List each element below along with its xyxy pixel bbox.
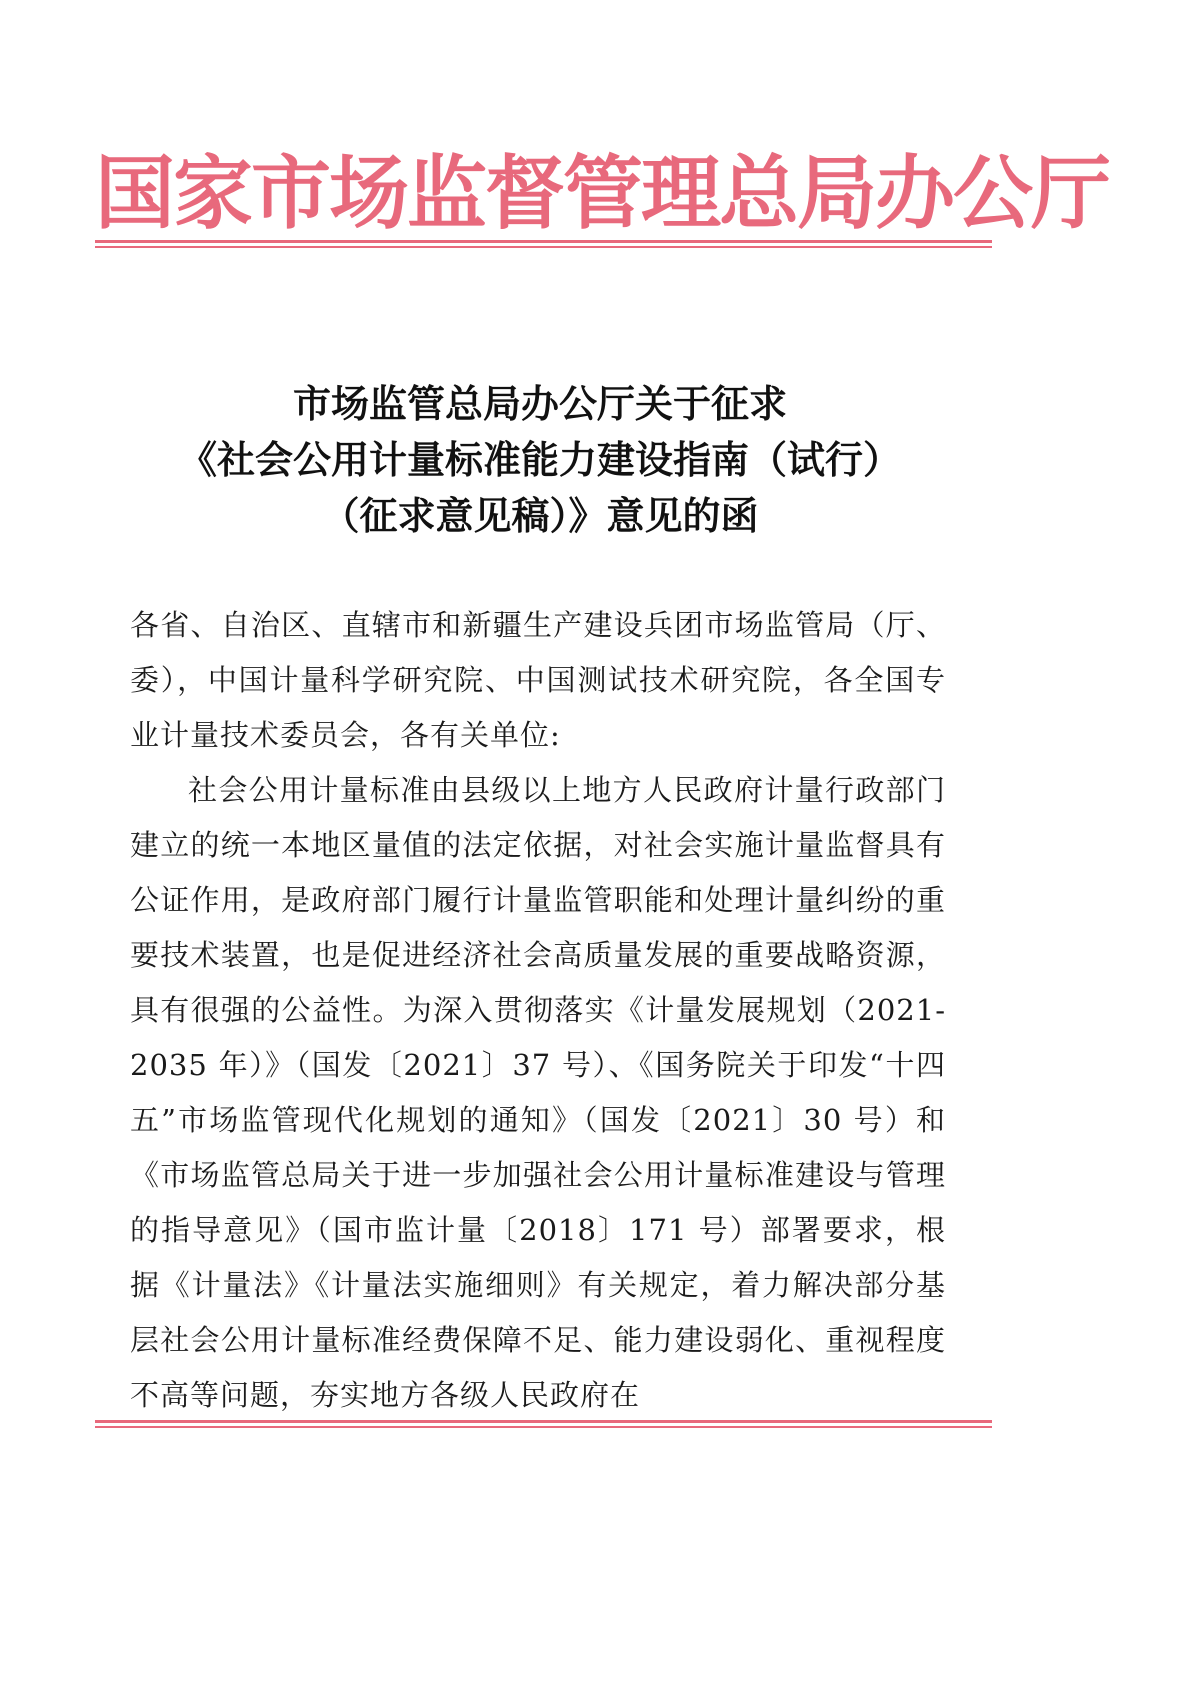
footer-red-rule xyxy=(95,1420,992,1428)
footer-rule-thick-line xyxy=(95,1420,992,1423)
title-line-2: 《社会公用计量标准能力建设指南（试行） xyxy=(178,437,901,482)
body-paragraph-1: 社会公用计量标准由县级以上地方人民政府计量行政部门建立的统一本地区量值的法定依据，对社会实施计量监督具有公证作用，是政府部门履行计量监管职能和处理计量纠纷的重要技术装置，也是促进经济社会高质量发展的重要战略资源，具有很强的公益性。为深入贯彻落实《计量发展规划（2021-2035 年）》（国发〔2021〕37 号）、《国务院关于印发“十四五”市场监管现代化规划的通知》（国发〔2021〕30 号）和《市场监管总局关于进一步加强社会公用计量标准建设与管理的指导意见》（国市监计量〔2018〕171 号）部署要求，根据《计量法》《计量法实施细则》有关规定，着力解决部分基层社会公用计量标准经费保障不足、能力建设弱化、重视程度不高等问题，夯实地方各级人民政府在 xyxy=(130,773,946,1412)
title-line-3: （征求意见稿）》意见的函 xyxy=(321,493,759,538)
letterhead-org-name: 国家市场监督管理总局办公厅 xyxy=(95,146,1109,240)
document-title xyxy=(130,376,950,544)
red-rule-thick-line xyxy=(95,240,992,243)
document-body xyxy=(130,598,946,1423)
red-rule-thin-line xyxy=(95,246,992,248)
addressee-paragraph: 各省、自治区、直辖市和新疆生产建设兵团市场监管局（厅、委），中国计量科学研究院、中国测试技术研究院，各全国专业计量技术委员会，各有关单位: xyxy=(130,608,946,752)
title-line-1: 市场监管总局办公厅关于征求 xyxy=(292,381,787,426)
letterhead-red-rule xyxy=(95,240,992,248)
footer-rule-thin-line xyxy=(95,1426,992,1428)
